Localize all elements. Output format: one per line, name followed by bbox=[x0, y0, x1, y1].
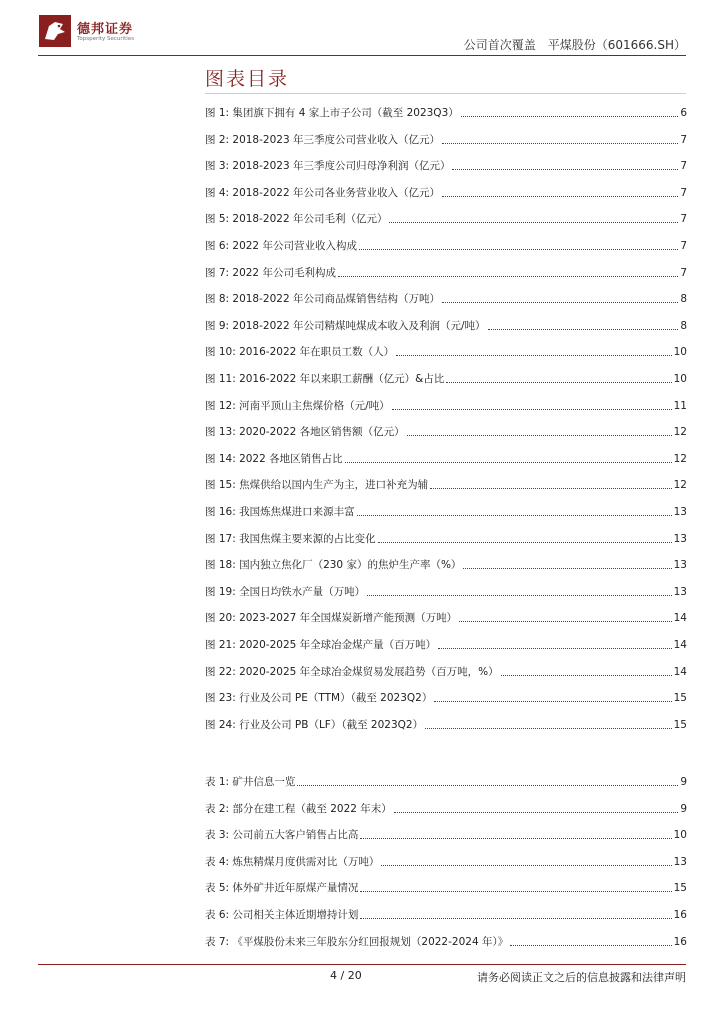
table-entry-label: 表 6: 公司相关主体近期增持计划 bbox=[205, 909, 359, 921]
figure-entry-label: 图 5: 2018-2022 年公司毛利（亿元） bbox=[205, 213, 388, 226]
figure-toc-entry[interactable] bbox=[205, 345, 687, 359]
figure-entry-label: 图 14: 2022 各地区销售占比 bbox=[205, 452, 343, 465]
figure-entry-label: 图 12: 河南平顶山主焦煤价格（元/吨） bbox=[205, 399, 390, 412]
figure-toc-entry[interactable] bbox=[205, 212, 687, 226]
header-divider bbox=[38, 55, 686, 56]
figure-toc-entry[interactable] bbox=[205, 638, 687, 652]
figure-entry-page: 8 bbox=[680, 293, 687, 306]
figure-entry-page: 7 bbox=[680, 213, 687, 226]
leader-dots bbox=[442, 301, 678, 303]
leader-dots bbox=[442, 195, 678, 197]
leader-dots bbox=[338, 275, 678, 277]
leader-dots bbox=[378, 541, 672, 543]
leader-dots bbox=[510, 944, 671, 946]
figure-entry-label: 图 13: 2020-2022 各地区销售额（亿元） bbox=[205, 426, 405, 439]
table-entry-label: 表 7: 《平煤股份未来三年股东分红回报规划（2022-2024 年）》 bbox=[205, 935, 509, 948]
figure-entry-page: 15 bbox=[673, 692, 687, 705]
leader-dots bbox=[297, 784, 678, 786]
figure-entry-page: 15 bbox=[673, 718, 687, 731]
leader-dots bbox=[357, 514, 672, 516]
figure-toc-entry[interactable] bbox=[205, 691, 687, 705]
figure-entry-label: 图 4: 2018-2022 年公司各业务营业收入（亿元） bbox=[205, 186, 440, 199]
figure-entry-label: 图 16: 我国炼焦煤进口来源丰富 bbox=[205, 506, 355, 518]
figure-entry-page: 12 bbox=[673, 479, 687, 492]
figure-entry-page: 13 bbox=[673, 585, 687, 598]
figure-toc-entry[interactable] bbox=[205, 532, 687, 546]
report-header-title: 公司首次覆盖 平煤股份（601666.SH） bbox=[463, 38, 686, 52]
leader-dots bbox=[367, 594, 672, 596]
figure-toc-entry[interactable] bbox=[205, 399, 687, 413]
dragon-logo-icon bbox=[38, 14, 72, 48]
table-entry-label: 表 4: 炼焦精煤月度供需对比（万吨） bbox=[205, 855, 380, 868]
leader-dots bbox=[425, 727, 672, 729]
figure-entry-page: 7 bbox=[680, 160, 687, 173]
figure-entry-label: 图 2: 2018-2023 年三季度公司营业收入（亿元） bbox=[205, 133, 440, 146]
leader-dots bbox=[442, 142, 678, 144]
leader-dots bbox=[381, 864, 671, 866]
leader-dots bbox=[345, 461, 672, 463]
figure-toc-entry[interactable] bbox=[205, 478, 687, 492]
figure-toc-entry[interactable] bbox=[205, 452, 687, 466]
figure-entry-page: 14 bbox=[673, 612, 687, 625]
figure-entry-label: 图 10: 2016-2022 年在职员工数（人） bbox=[205, 346, 395, 359]
figure-entry-label: 图 21: 2020-2025 年全球冶金煤产量（百万吨） bbox=[205, 639, 437, 651]
leader-dots bbox=[359, 248, 678, 250]
logo-english-name: Topsperity Securities bbox=[77, 36, 135, 42]
figure-entry-page: 13 bbox=[673, 506, 687, 518]
figure-toc-entry[interactable] bbox=[205, 106, 687, 120]
page-number: 4 / 20 bbox=[330, 969, 362, 982]
figure-entry-page: 7 bbox=[680, 133, 687, 146]
figure-toc-entry[interactable] bbox=[205, 186, 687, 200]
figure-entry-label: 图 11: 2016-2022 年以来职工薪酬（亿元）&占比 bbox=[205, 373, 445, 385]
figure-entry-page: 13 bbox=[673, 532, 687, 545]
figure-entry-page: 10 bbox=[673, 373, 687, 385]
figure-entry-page: 7 bbox=[680, 186, 687, 199]
logo-chinese-name: 德邦证券 bbox=[77, 22, 134, 37]
leader-dots bbox=[452, 168, 678, 170]
company-logo bbox=[38, 14, 148, 48]
figure-entry-page: 6 bbox=[680, 107, 687, 119]
leader-dots bbox=[461, 115, 679, 117]
leader-dots bbox=[394, 811, 679, 813]
title-divider bbox=[205, 93, 686, 94]
table-toc-entry[interactable] bbox=[205, 802, 687, 816]
leader-dots bbox=[438, 647, 671, 649]
figure-toc-entry[interactable] bbox=[205, 239, 687, 253]
table-toc-entry[interactable] bbox=[205, 828, 687, 842]
figure-entry-label: 图 8: 2018-2022 年公司商品煤销售结构（万吨） bbox=[205, 293, 440, 306]
figure-toc-entry[interactable] bbox=[205, 372, 687, 386]
figure-entry-page: 14 bbox=[673, 665, 687, 678]
figure-entry-label: 图 1: 集团旗下拥有 4 家上市子公司（截至 2023Q3） bbox=[205, 107, 459, 119]
figure-toc-entry[interactable] bbox=[205, 133, 687, 147]
footer-divider bbox=[38, 964, 686, 965]
table-entry-page: 16 bbox=[673, 909, 687, 921]
figure-entry-label: 图 15: 焦煤供给以国内生产为主，进口补充为辅 bbox=[205, 479, 429, 492]
leader-dots bbox=[446, 381, 671, 383]
table-toc-entry[interactable] bbox=[205, 855, 687, 869]
figure-toc-entry[interactable] bbox=[205, 159, 687, 173]
leader-dots bbox=[434, 700, 671, 702]
figure-entry-label: 图 17: 我国焦煤主要来源的占比变化 bbox=[205, 532, 376, 545]
figure-entry-page: 12 bbox=[673, 452, 687, 465]
leader-dots bbox=[430, 487, 672, 489]
table-toc-entry[interactable] bbox=[205, 881, 687, 895]
table-toc-entry[interactable] bbox=[205, 908, 687, 922]
table-entry-page: 16 bbox=[673, 935, 687, 948]
figure-entry-label: 图 3: 2018-2023 年三季度公司归母净利润（亿元） bbox=[205, 160, 451, 173]
figure-entry-page: 11 bbox=[673, 399, 687, 412]
figure-entry-page: 8 bbox=[680, 319, 687, 332]
figure-toc-entry[interactable] bbox=[205, 585, 687, 599]
leader-dots bbox=[392, 408, 672, 410]
figure-entry-label: 图 6: 2022 年公司营业收入构成 bbox=[205, 240, 357, 252]
figure-entry-label: 图 23: 行业及公司 PE（TTM）（截至 2023Q2） bbox=[205, 692, 433, 705]
toc-title: 图表目录 bbox=[205, 68, 290, 90]
figure-entry-page: 12 bbox=[673, 426, 687, 439]
table-toc-entry[interactable] bbox=[205, 935, 687, 949]
legal-disclaimer: 请务必阅读正文之后的信息披露和法律声明 bbox=[477, 971, 686, 984]
figure-entry-label: 图 20: 2023-2027 年全国煤炭新增产能预测（万吨） bbox=[205, 612, 458, 625]
leader-dots bbox=[459, 620, 671, 622]
table-entry-page: 13 bbox=[673, 855, 687, 868]
leader-dots bbox=[463, 567, 671, 569]
figure-entry-label: 图 22: 2020-2025 年全球冶金煤贸易发展趋势（百万吨，%） bbox=[205, 665, 499, 678]
leader-dots bbox=[360, 837, 671, 839]
table-entry-page: 9 bbox=[680, 776, 687, 788]
leader-dots bbox=[360, 917, 671, 919]
figure-entry-label: 图 19: 全国日均铁水产量（万吨） bbox=[205, 585, 366, 598]
figure-toc-entry[interactable] bbox=[205, 319, 687, 333]
figure-entry-label: 图 24: 行业及公司 PB（LF）（截至 2023Q2） bbox=[205, 718, 424, 731]
figure-entry-page: 14 bbox=[673, 639, 687, 651]
leader-dots bbox=[389, 221, 678, 223]
figure-entry-label: 图 7: 2022 年公司毛利构成 bbox=[205, 266, 336, 279]
figure-toc-entry[interactable] bbox=[205, 558, 687, 572]
figure-toc-entry[interactable] bbox=[205, 611, 687, 625]
figure-toc-entry[interactable] bbox=[205, 266, 687, 280]
leader-dots bbox=[360, 890, 671, 892]
figure-toc-entry[interactable] bbox=[205, 505, 687, 519]
figure-entry-page: 7 bbox=[680, 266, 687, 279]
leader-dots bbox=[488, 328, 679, 330]
table-entry-label: 表 3: 公司前五大客户销售占比高 bbox=[205, 829, 359, 842]
table-toc-entry[interactable] bbox=[205, 775, 687, 789]
figure-toc-entry[interactable] bbox=[205, 718, 687, 732]
figure-entry-label: 图 18: 国内独立焦化厂（230 家）的焦炉生产率（%） bbox=[205, 559, 462, 572]
figure-entry-page: 13 bbox=[673, 559, 687, 572]
figure-entry-label: 图 9: 2018-2022 年公司精煤吨煤成本收入及利润（元/吨） bbox=[205, 319, 486, 332]
table-entry-label: 表 2: 部分在建工程（截至 2022 年末） bbox=[205, 802, 392, 815]
figure-entry-page: 10 bbox=[673, 346, 687, 359]
leader-dots bbox=[501, 674, 672, 676]
table-entry-page: 10 bbox=[673, 829, 687, 842]
leader-dots bbox=[396, 354, 671, 356]
figure-entry-page: 7 bbox=[680, 240, 687, 252]
leader-dots bbox=[407, 434, 672, 436]
table-entry-page: 15 bbox=[673, 882, 687, 895]
table-entry-label: 表 1: 矿井信息一览 bbox=[205, 776, 296, 788]
figure-toc-entry[interactable] bbox=[205, 665, 687, 679]
table-entry-label: 表 5: 体外矿井近年原煤产量情况 bbox=[205, 882, 359, 895]
figure-toc-entry[interactable] bbox=[205, 425, 687, 439]
figure-toc-entry[interactable] bbox=[205, 292, 687, 306]
table-entry-page: 9 bbox=[680, 802, 687, 815]
